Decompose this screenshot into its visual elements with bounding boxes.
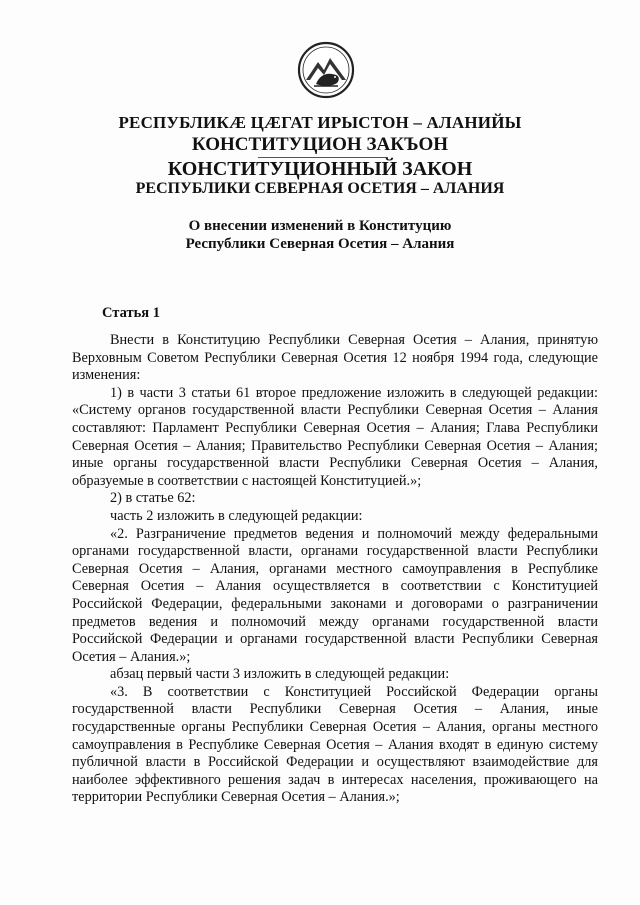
paragraph: «3. В соответствии с Конституцией Российской Федерации органы государственной власти Республики Северная Осетия – Алания, иные государственные органы Республики Северная Осетия – Алания, органы местного самоуправления в Республике Северная Осетия – Алания входят в единую систему публичной власти в Российской Федерации и осуществляют взаимодействие для наиболее эффективного решения задач в интересах населения, проживающего на территории Республики Северная Осетия – Алания.»; bbox=[72, 683, 598, 806]
paragraph: Внести в Конституцию Республики Северная Осетия – Алания, принятую Верховным Советом Республики Северная Осетия 12 ноября 1994 года, следующие изменения: bbox=[72, 332, 598, 384]
document-subtitle-line2: Республики Северная Осетия – Алания bbox=[185, 236, 455, 252]
paragraph: абзац первый части 3 изложить в следующей редакции: bbox=[110, 666, 450, 683]
paragraph: «2. Разграничение предметов ведения и полномочий между федеральными органами государственной власти, органами государственной власти Республики Северная Осетия – Алания, органами местного самоуправления в Республике Северная Осетия – Алания осуществляется в соответствии с Конституцией Российской Федерации, федеральными законами и договорами о разграничении предметов ведения и полномочий между органами государственной власти Российской Федерации и органами государственной власти Республики Северная Осетия – Алания.»; bbox=[72, 525, 598, 665]
header-ossetian-republic: РЕСПУБЛИКӔ ЦӔГАТ ИРЫСТОН – АЛАНИЙЫ bbox=[118, 113, 522, 132]
header-law-title: КОНСТИТУЦИОННЫЙ ЗАКОН bbox=[167, 158, 473, 180]
paragraph: 2) в статье 62: bbox=[110, 490, 196, 507]
article-body bbox=[72, 332, 598, 807]
header-ossetian-law: КОНСТИТУЦИОН ЗАКЪОН bbox=[191, 134, 449, 155]
paragraph: 1) в части 3 статьи 61 второе предложение изложить в следующей редакции: «Систему органов государственной власти Республики Северная Осетия – Алания составляют: Парламент Республики Северная Осетия – Алания; Глава Республики Северная Осетия – Алания; Правительство Республики Северная Осетия – Алания; иные органы государственной власти Республики Северная Осетия – Алания, образуемые в соответствии с настоящей Конституцией.»; bbox=[72, 384, 598, 489]
header-republic-name: РЕСПУБЛИКИ СЕВЕРНАЯ ОСЕТИЯ – АЛАНИЯ bbox=[135, 180, 505, 197]
article-heading: Статья 1 bbox=[102, 305, 160, 321]
paragraph: часть 2 изложить в следующей редакции: bbox=[110, 507, 363, 524]
document-subtitle-line1: О внесении изменений в Конституцию bbox=[188, 218, 452, 234]
coat-of-arms-icon bbox=[296, 40, 356, 100]
